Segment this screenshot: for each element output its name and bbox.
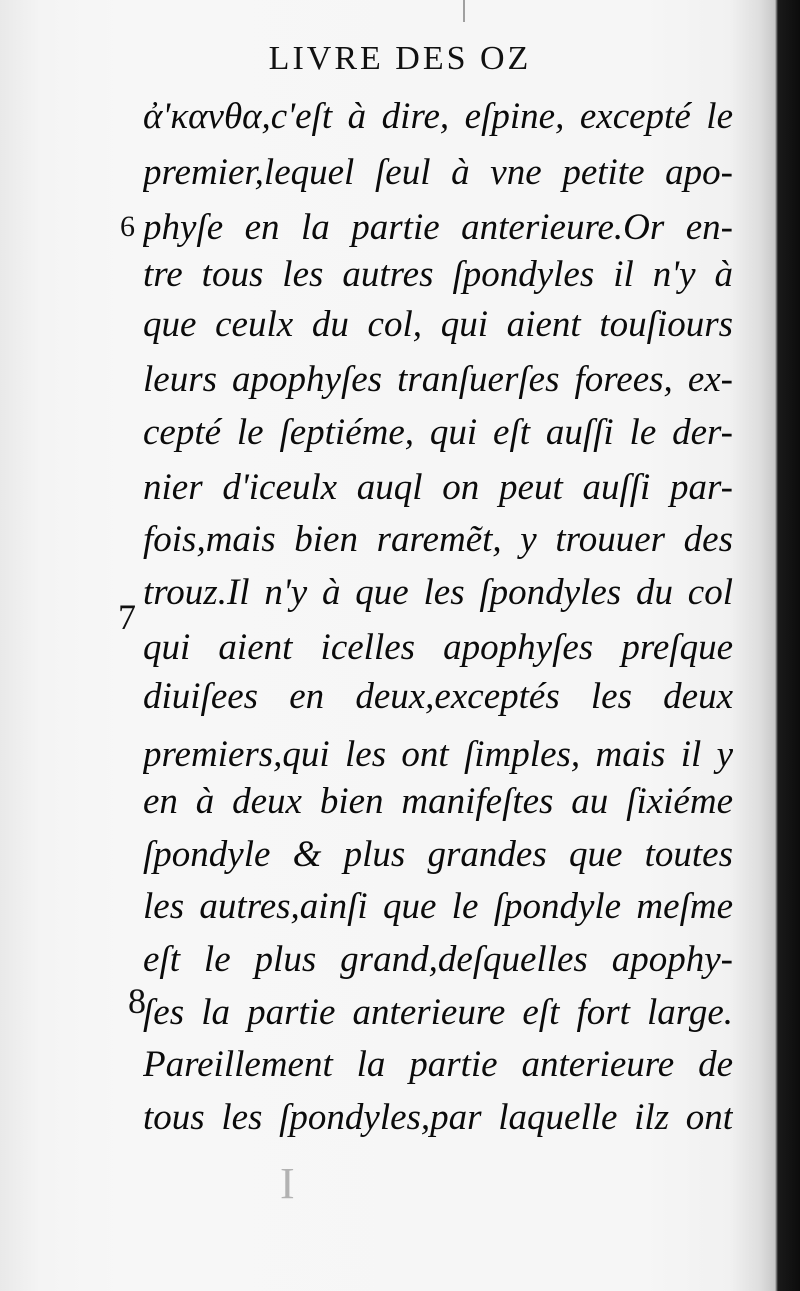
text-line: ſes la partie anterieure eſt fort large. bbox=[143, 992, 733, 1033]
text-line: cepté le ſeptiéme, qui eſt auſſi le der- bbox=[143, 412, 733, 453]
text-line: tre tous les autres ſpondyles il n'y à bbox=[143, 254, 733, 295]
text-line: premier,lequel ſeul à vne petite apo- bbox=[143, 152, 733, 193]
text-line: phyſe en la partie anterieure.Or en- bbox=[143, 207, 733, 248]
margin-number: 7 bbox=[118, 597, 136, 637]
text-line: eſt le plus grand,deſquelles apophy- bbox=[143, 939, 733, 980]
text-line: fois,mais bien raremẽt, y trouuer des bbox=[143, 519, 733, 560]
text-line: en à deux bien manifeſtes au ſixiéme bbox=[143, 781, 733, 822]
text-line: leurs apophyſes tranſuerſes forees, ex- bbox=[143, 359, 733, 400]
text-line: nier d'iceulx auql on peut auſſi par- bbox=[143, 467, 733, 508]
text-line: ἀ'κανθα,c'eſt à dire, eſpine, excepté le bbox=[143, 96, 733, 137]
text-line: que ceulx du col, qui aient touſiours bbox=[143, 304, 733, 345]
text-line: diuiſees en deux,exceptés les deux bbox=[143, 676, 733, 717]
text-line: trouz.Il n'y à que les ſpondyles du col bbox=[143, 572, 733, 613]
text-line: premiers,qui les ont ſimples, mais il y bbox=[143, 734, 733, 775]
text-line: qui aient icelles apophyſes preſque bbox=[143, 627, 733, 668]
text-line: ſpondyle & plus grandes que toutes bbox=[143, 834, 733, 875]
text-line: les autres,ainſi que le ſpondyle meſme bbox=[143, 886, 733, 927]
margin-number: 6 bbox=[120, 210, 135, 243]
running-header: LIVRE DES OZ bbox=[268, 40, 532, 77]
text-line: Pareillement la partie anterieure de bbox=[143, 1044, 733, 1085]
text-line: tous les ſpondyles,par laquelle ilz ont bbox=[143, 1097, 733, 1138]
margin-number: 8 bbox=[128, 981, 146, 1021]
footer-mark: I bbox=[280, 1159, 295, 1208]
